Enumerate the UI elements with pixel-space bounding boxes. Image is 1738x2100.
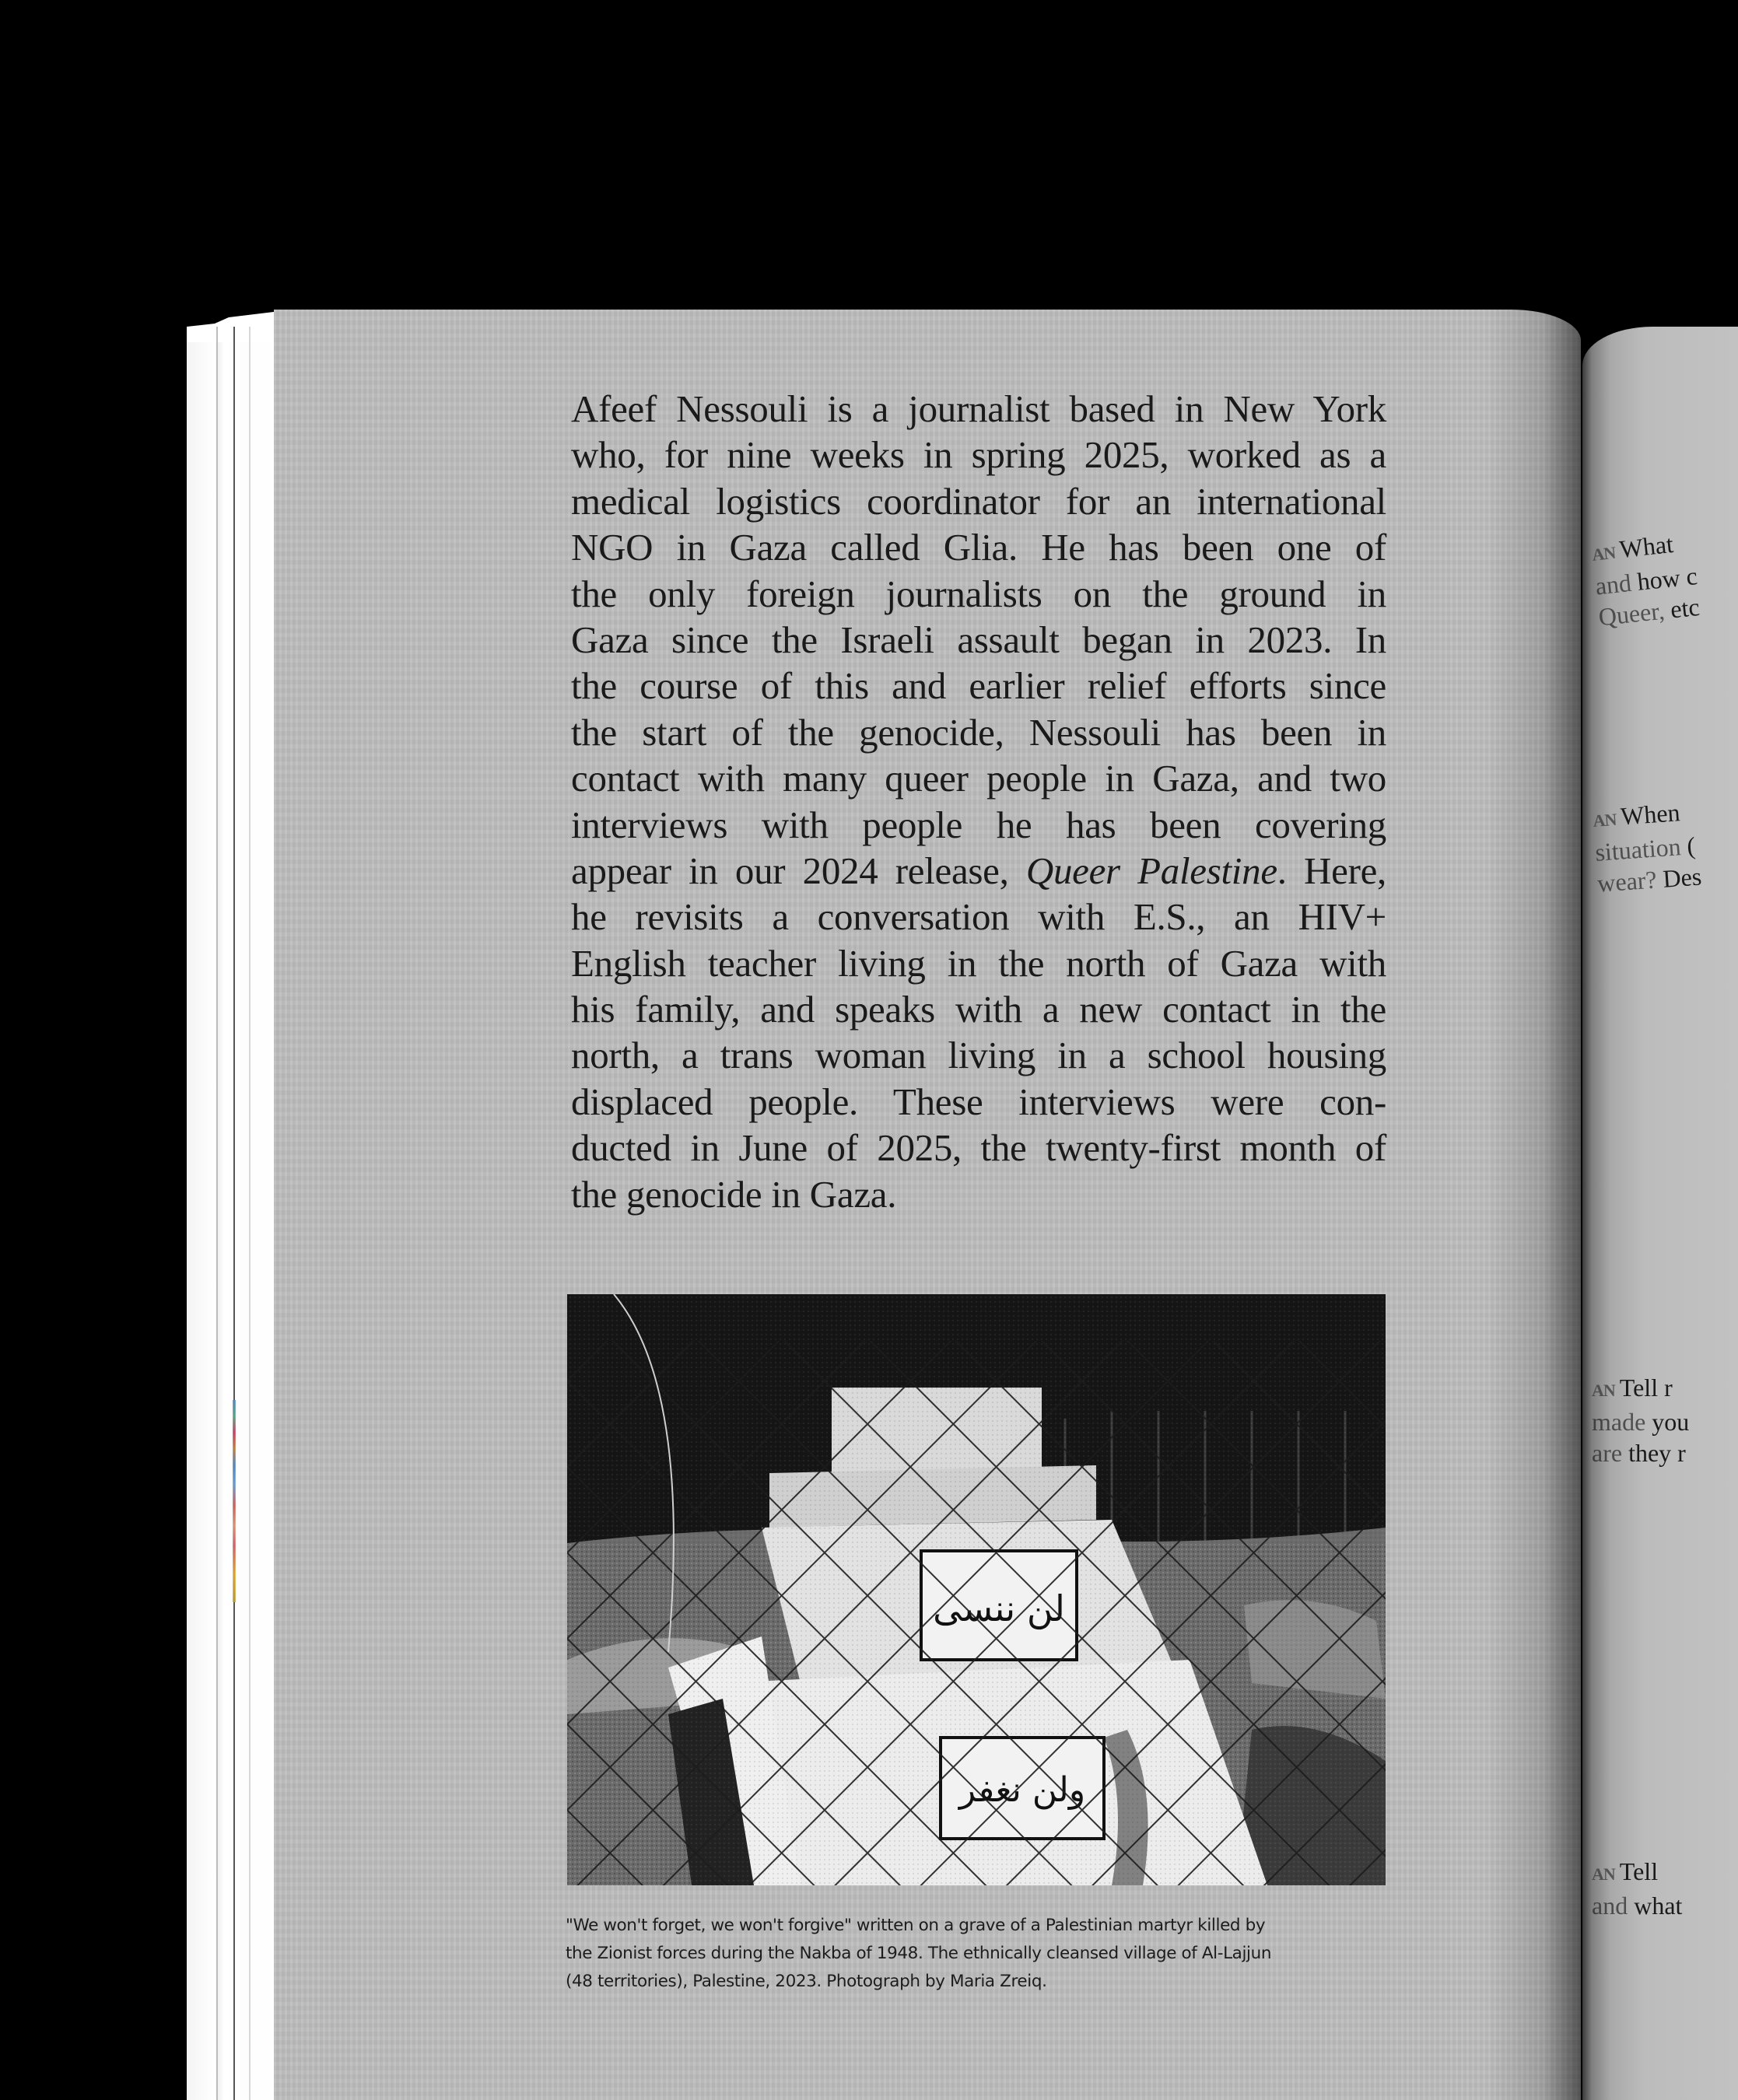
- question-fragment: (: [1686, 831, 1697, 860]
- question-fragment: etc: [1669, 592, 1701, 624]
- intro-line: English teacher living in the north of Gaza with: [571, 941, 1386, 985]
- colored-page-edge: [233, 1400, 236, 1602]
- intro-line: the only foreign journalists on the ground in: [571, 572, 1386, 615]
- cut-word: and: [1592, 1892, 1628, 1920]
- speaker-initials: AN: [1591, 542, 1617, 565]
- intro-line: Afeef Nessouli is a journalist based in New York: [571, 387, 1386, 430]
- book-title: Queer Palestine: [1025, 849, 1277, 892]
- cut-word: and: [1593, 568, 1633, 600]
- photo-illustration: [567, 1294, 1386, 1885]
- page-edge-line: [249, 327, 251, 2100]
- right-question-block: [1592, 1372, 1689, 1468]
- question-fragment: Des: [1662, 862, 1703, 893]
- intro-paragraph: [571, 386, 1386, 1217]
- grave-photograph: [567, 1294, 1386, 1885]
- left-page: [274, 310, 1581, 2100]
- caption-line: (48 territories), Palestine, 2023. Photograph by Maria Zreiq.: [566, 1972, 1047, 1991]
- question-fragment: What: [1617, 530, 1675, 564]
- question-fragment: Tell r: [1619, 1374, 1673, 1402]
- intro-line: contact with many queer people in Gaza, and two: [571, 757, 1386, 800]
- intro-line: Gaza since the Israeli assault began in 2023. In: [571, 618, 1386, 661]
- intro-line: who, for nine weeks in spring 2025, worked as a: [571, 433, 1386, 477]
- intro-line: [571, 848, 1386, 894]
- cut-word: are: [1592, 1439, 1623, 1467]
- intro-line: NGO in Gaza called Glia. He has been one of: [571, 526, 1386, 569]
- question-fragment: they r: [1628, 1439, 1686, 1467]
- intro-line: north, a trans woman living in a school housing: [571, 1034, 1386, 1077]
- question-fragment: how c: [1635, 562, 1699, 596]
- intro-line-tail: . Here,: [1277, 849, 1386, 892]
- question-fragment: Tell: [1619, 1857, 1659, 1885]
- page-edge-line: [233, 327, 235, 2100]
- caption-line: the Zionist forces during the Nakba of 1948. The ethnically cleansed village of Al-Lajjun: [566, 1944, 1272, 1963]
- photo-caption: [566, 1912, 1398, 1996]
- intro-line: interviews with people he has been covering: [571, 803, 1386, 846]
- cut-word: Queer,: [1596, 596, 1666, 632]
- right-question-block: [1590, 526, 1702, 632]
- intro-line: medical logistics coordinator for an international: [571, 479, 1386, 523]
- question-fragment: When: [1619, 798, 1681, 831]
- page-stack-edges: [187, 327, 280, 2100]
- right-page: [1582, 327, 1738, 2100]
- cut-word: situation: [1594, 832, 1682, 866]
- speaker-initials: AN: [1592, 1864, 1615, 1884]
- right-question-block: [1592, 1856, 1682, 1921]
- intro-line: the start of the genocide, Nessouli has been in: [571, 710, 1386, 754]
- cut-word: made: [1592, 1408, 1646, 1436]
- intro-line: ducted in June of 2025, the twenty-first month of: [571, 1126, 1386, 1170]
- intro-line: displaced people. These interviews were con-: [571, 1080, 1386, 1123]
- question-fragment: what: [1634, 1892, 1683, 1920]
- question-fragment: you: [1652, 1408, 1690, 1436]
- intro-line: he revisits a conversation with E.S., an HIV+: [571, 895, 1386, 939]
- intro-line: the genocide in Gaza.: [571, 1172, 897, 1216]
- cut-word: wear?: [1596, 865, 1658, 898]
- speaker-initials: AN: [1592, 809, 1617, 831]
- intro-line: his family, and speaks with a new contact in the: [571, 988, 1386, 1031]
- page-edge-line: [216, 327, 218, 2100]
- caption-line: "We won't forget, we won't forgive" written on a grave of a Palestinian martyr killed by: [566, 1916, 1266, 1935]
- intro-line-head: appear in our 2024 release,: [571, 849, 1026, 892]
- speaker-initials: AN: [1592, 1381, 1615, 1400]
- right-question-block: [1592, 796, 1702, 899]
- intro-line: the course of this and earlier relief efforts since: [571, 664, 1386, 708]
